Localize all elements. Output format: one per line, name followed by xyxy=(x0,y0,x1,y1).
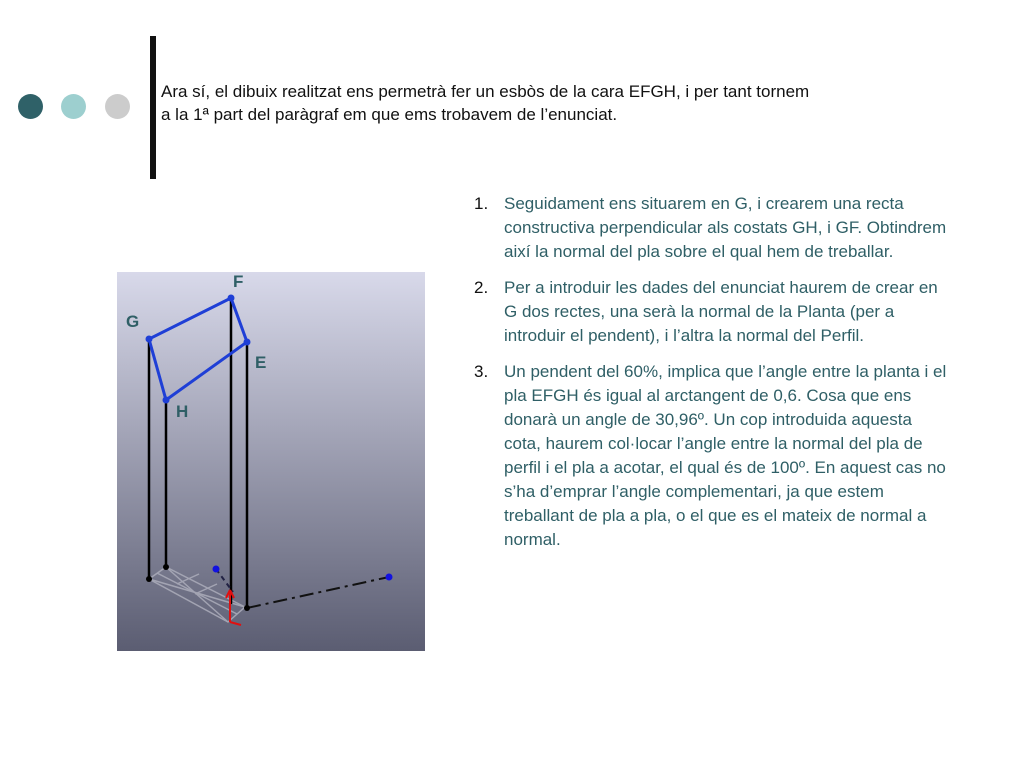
step-item xyxy=(474,192,949,264)
step-text: Seguidament ens situarem en G, i crearem una recta constructiva perpendicular als costats GH, i GF. Obtindrem així la normal del pla sobre el qual hem de treballar. xyxy=(504,194,947,261)
vertical-divider-bar xyxy=(150,36,156,179)
decorative-dots xyxy=(18,94,130,120)
vertex-e xyxy=(244,339,251,346)
cad-3d-figure xyxy=(117,272,425,651)
viewport-background xyxy=(117,272,425,651)
heading-line-1: Ara sí, el dibuix realitzat ens permetrà fer un esbòs de la cara EFGH, i per tant tornem xyxy=(161,82,810,101)
step-item xyxy=(474,360,949,552)
vertex-g xyxy=(146,336,153,343)
step-text: Un pendent del 60%, implica que l’angle entre la planta i el pla EFGH és igual al arctangent de 0,6. Cosa que ens donarà un angle de 30,96º. Un cop introduida aquesta cota, haurem col·locar l’angle entre la normal del pla de perfil i el pla a acotar, el qual és de 100º. En aquest cas no s’ha d’emprar l’angle complementari, ja que estem treballant de pla a pla, o el que es el mateix de normal a normal. xyxy=(504,362,947,549)
label-e: E xyxy=(255,353,267,372)
dark-teal-dot xyxy=(18,94,43,119)
vertex-f xyxy=(228,295,235,302)
step-text: Per a introduir les dades del enunciat haurem de crear en G dos rectes, una serà la normal de la Planta (per a introduir el pendent), i l’altra la normal del Perfil. xyxy=(504,278,938,345)
gray-dot xyxy=(105,94,130,119)
step-number: 1. xyxy=(474,194,489,213)
steps-list xyxy=(474,192,949,564)
label-g: G xyxy=(126,312,140,331)
step-number: 3. xyxy=(474,362,489,381)
vertex-h xyxy=(163,397,170,404)
slide-heading xyxy=(161,80,941,126)
heading-line-2: a la 1ª part del paràgraf em que ems trobavem de l’enunciat. xyxy=(161,105,618,124)
label-f: F xyxy=(233,272,244,291)
light-teal-dot xyxy=(61,94,86,119)
step-item xyxy=(474,276,949,348)
step-number: 2. xyxy=(474,278,489,297)
label-h: H xyxy=(176,402,189,421)
